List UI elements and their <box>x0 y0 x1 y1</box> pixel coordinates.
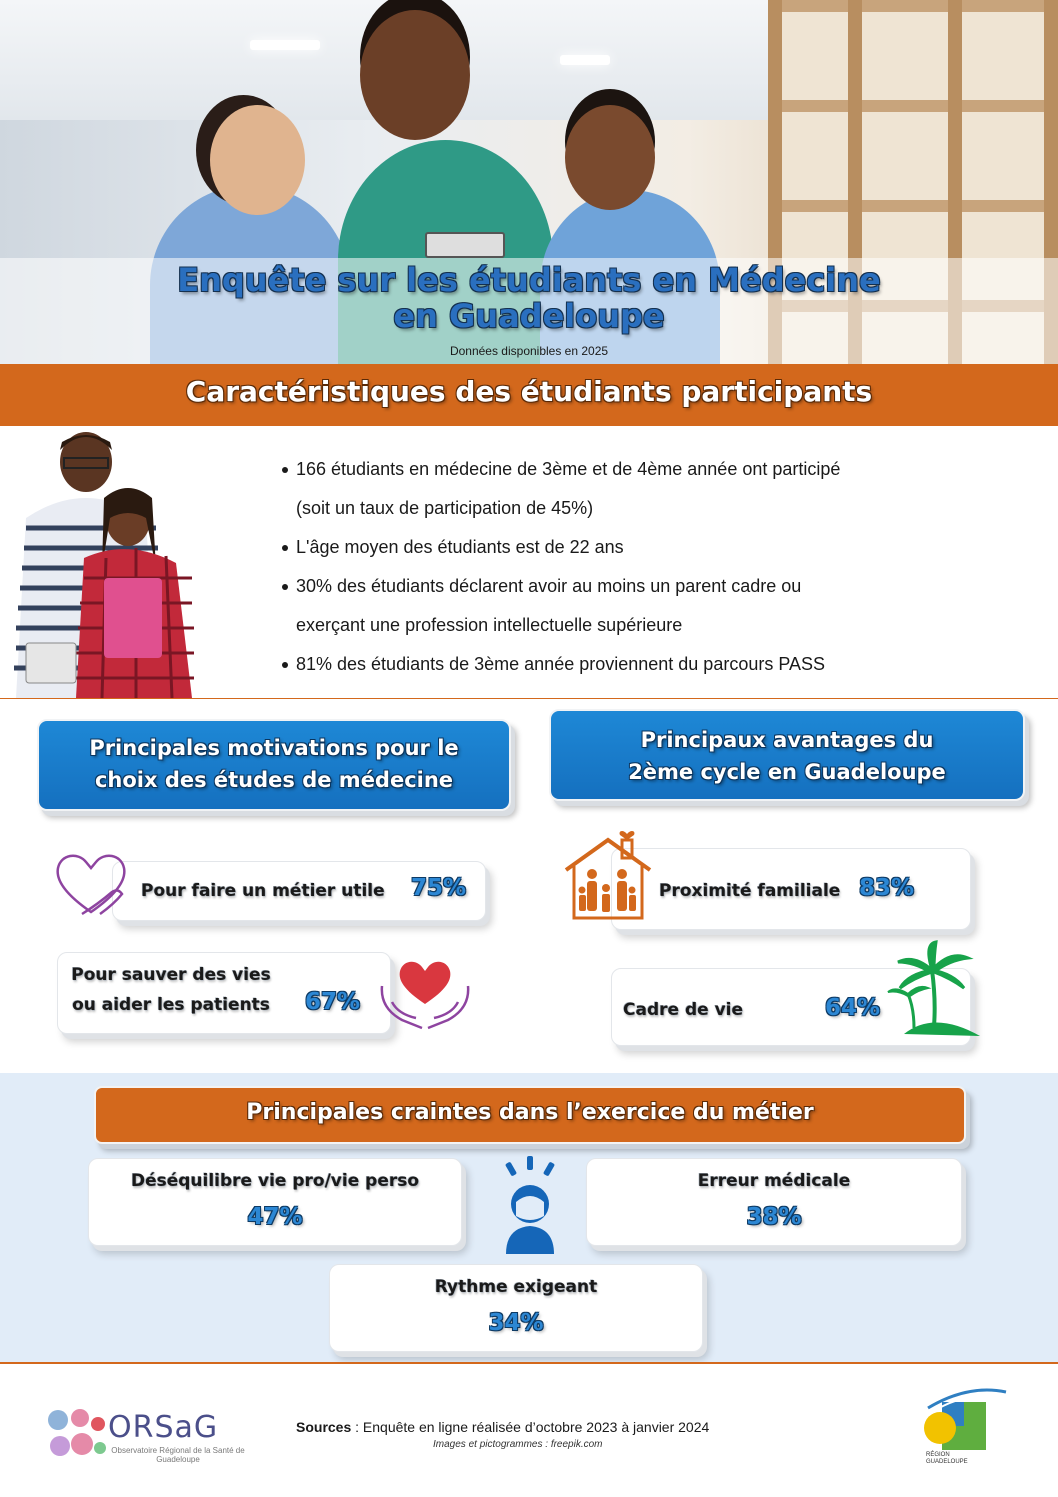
list-item: 166 étudiants en médecine de 3ème et de 4ème année ont participé <box>282 450 1002 489</box>
heart-hands-icon <box>376 956 474 1034</box>
fear-value: 47% <box>247 1204 303 1230</box>
fears-title: Principales craintes dans l’exercice du métier <box>246 1100 814 1125</box>
fear-value: 38% <box>746 1204 802 1230</box>
sources-text: : Enquête en ligne réalisée d’octobre 2023 à janvier 2024 <box>351 1419 710 1435</box>
sources-label: Sources <box>296 1419 352 1435</box>
advantages-title <box>549 724 1025 788</box>
advantage-label: Cadre de vie <box>623 1000 744 1020</box>
family-house-icon <box>562 826 654 922</box>
motivations-title-line1: Principales motivations pour le <box>89 736 459 760</box>
motivation-label-line1: Pour sauver des vies <box>71 965 271 985</box>
advantages-title-line1: Principaux avantages du <box>640 728 934 752</box>
ceiling-light <box>250 40 320 50</box>
advantage-value: 64% <box>825 995 881 1021</box>
motivation-label: Pour faire un métier utile <box>141 881 385 901</box>
page-title <box>0 262 1058 334</box>
student-right-head <box>565 105 655 210</box>
page-title-line2: en Guadeloupe <box>393 297 665 335</box>
list-item: 30% des étudiants déclarent avoir au moins un parent cadre ou <box>282 567 1002 606</box>
ceiling-light <box>560 55 610 65</box>
advantages-title-line2: 2ème cycle en Guadeloupe <box>628 760 946 784</box>
advantage-label: Proximité familiale <box>659 881 841 901</box>
list-item-continuation: (soit un taux de participation de 45%) <box>296 498 594 518</box>
heart-outline-icon <box>52 848 130 922</box>
characteristics-list <box>282 450 1002 684</box>
student-couple-illustration <box>6 428 200 698</box>
fear-label: Erreur médicale <box>697 1171 851 1191</box>
student-left-head <box>210 105 305 215</box>
stressed-person-icon <box>500 1154 560 1254</box>
fear-label: Rythme exigeant <box>434 1277 598 1297</box>
advantage-value: 83% <box>859 875 915 901</box>
list-item-continuation: exerçant une profession intellectuelle supérieure <box>296 615 683 635</box>
fear-label: Déséquilibre vie pro/vie perso <box>130 1171 420 1191</box>
image-credits: Images et pictogrammes : freepik.com <box>433 1439 603 1450</box>
list-item: L'âge moyen des étudiants est de 22 ans <box>282 528 1002 567</box>
motivation-label-line2: ou aider les patients <box>72 995 270 1015</box>
motivations-title <box>37 732 511 796</box>
student-center-head <box>360 10 470 140</box>
books <box>425 232 505 258</box>
palm-island-icon <box>884 940 984 1042</box>
motivations-title-line2: choix des études de médecine <box>94 768 454 792</box>
motivation-value: 67% <box>305 989 361 1015</box>
motivation-value: 75% <box>411 875 467 901</box>
fear-value: 34% <box>488 1310 544 1336</box>
orsag-full-name: Observatoire Régional de la Santé de Guadeloupe <box>111 1446 245 1464</box>
divider <box>0 698 1058 699</box>
orsag-logo-icon <box>46 1408 106 1460</box>
region-guadeloupe-logo-icon <box>918 1386 1008 1452</box>
orsag-name: ORSaG <box>108 1410 219 1445</box>
region-name: RÉGION GUADELOUPE <box>926 1452 968 1465</box>
list-item: 81% des étudiants de 3ème année proviennent du parcours PASS <box>282 645 1002 684</box>
section-title-characteristics: Caractéristiques des étudiants participants <box>185 375 873 408</box>
motivation-label <box>66 960 276 1020</box>
page-subtitle: Données disponibles en 2025 <box>449 344 609 358</box>
sources-line <box>296 1419 709 1435</box>
page-title-line1: Enquête sur les étudiants en Médecine <box>177 261 881 299</box>
